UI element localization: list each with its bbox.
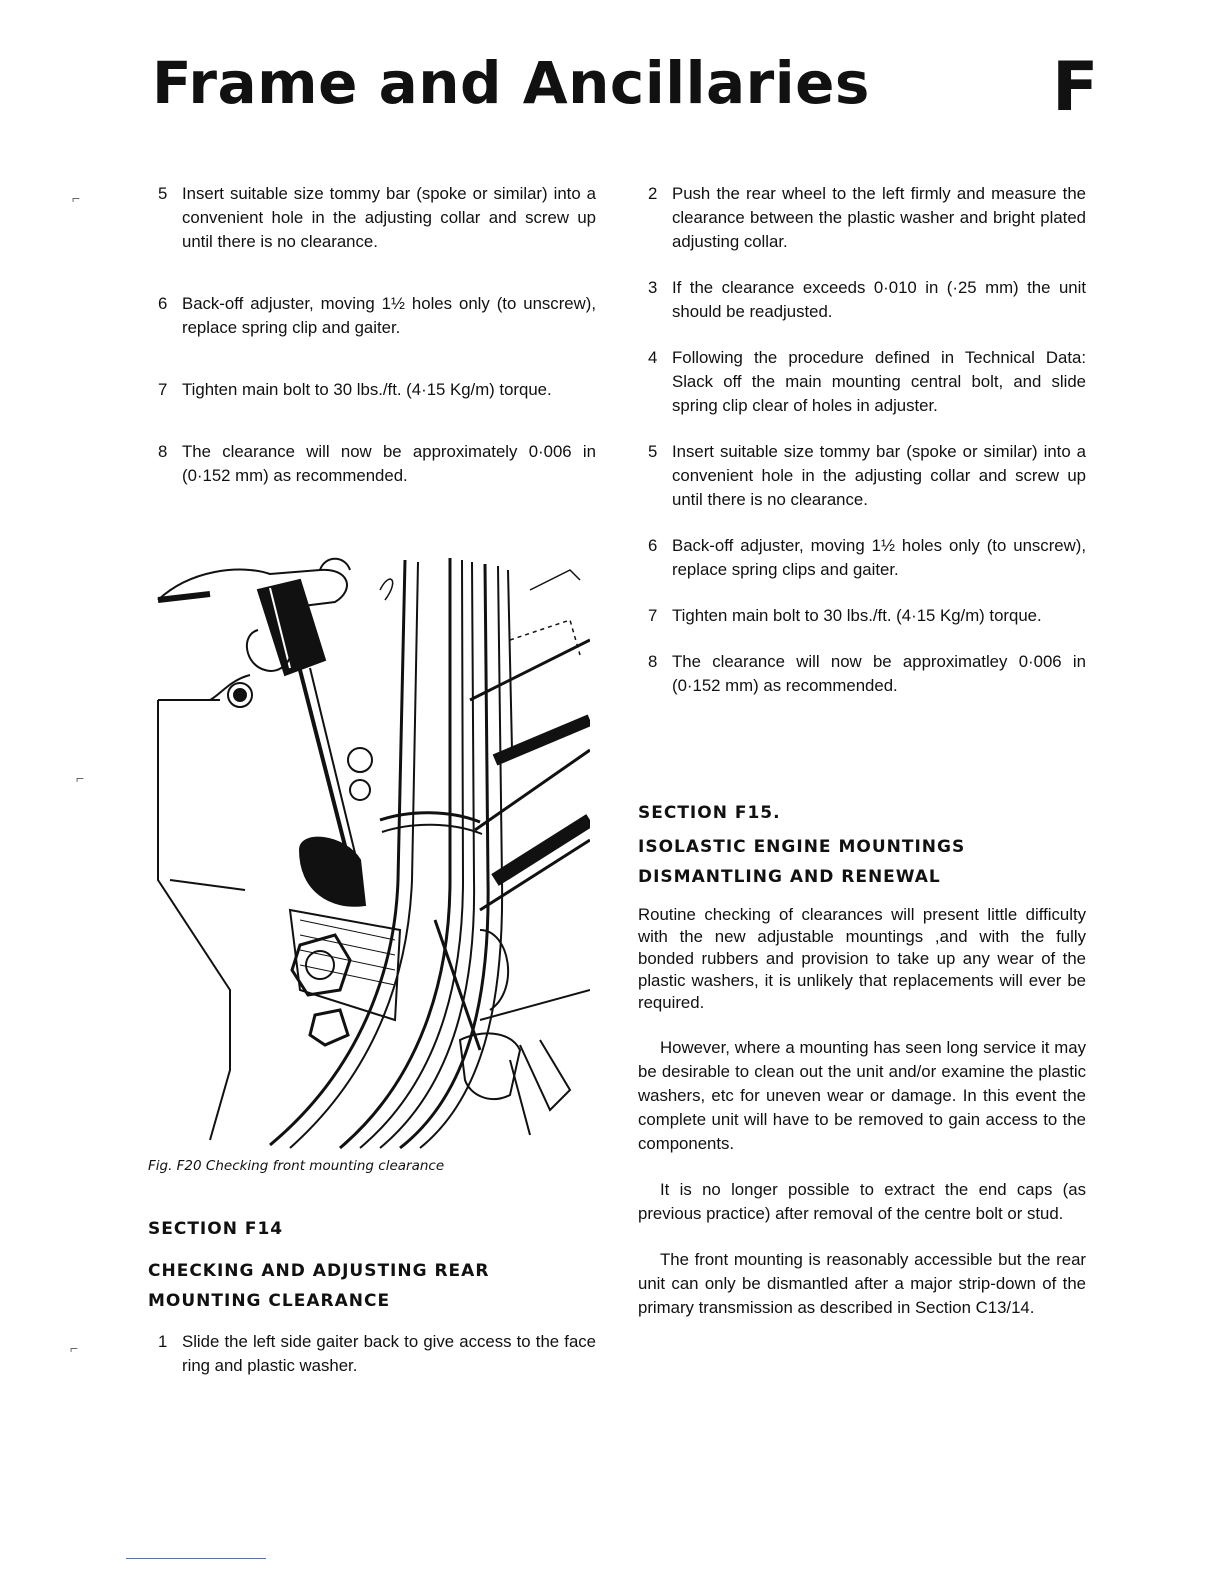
body-paragraph: Routine checking of clearances will present little difficulty with the new adjustable mountings ,and with the fully bonded rubbers and provision to take up any wear of the plastic washers, it is unlikely that replacements will ever be required. (638, 905, 1086, 1012)
step-number: 7 (158, 380, 168, 399)
step-number: 3 (648, 278, 658, 297)
step-text: Tighten main bolt to 30 lbs./ft. (4·15 Kg/m) torque. (672, 606, 1042, 625)
scan-mark: ⌐ (72, 190, 81, 206)
body-paragraph: The front mounting is reasonably accessible but the rear unit can only be dismantled after a major strip-down of the primary transmission as described in Section C13/14. (638, 1250, 1086, 1317)
body-paragraph: It is no longer possible to extract the end caps (as previous practice) after removal of the centre bolt or stud. (638, 1180, 1086, 1223)
figure-caption: Fig. F20 Checking front mounting clearance (148, 1158, 445, 1174)
step-text: Following the procedure defined in Technical Data: Slack off the main mounting central bolt, and slide spring clip clear of holes in adjuster. (672, 348, 1086, 415)
section-heading: ISOLASTIC ENGINE MOUNTINGS (638, 837, 966, 857)
step-item (638, 276, 1086, 324)
step-item (638, 440, 1086, 512)
step-number: 8 (648, 652, 658, 671)
step-item (148, 1330, 596, 1378)
step-number: 6 (648, 536, 658, 555)
section-f14 (148, 1214, 596, 1378)
section-heading: CHECKING AND ADJUSTING REAR (148, 1261, 490, 1281)
right-steps (638, 182, 1086, 698)
step-text: Back-off adjuster, moving 1½ holes only (to unscrew), replace spring clips and gaiter. (672, 536, 1086, 579)
step-item (638, 604, 1086, 628)
section-f15 (638, 798, 1086, 1320)
step-text: Back-off adjuster, moving 1½ holes only (to unscrew), replace spring clip and gaiter. (182, 294, 596, 337)
step-number: 8 (158, 442, 168, 461)
scan-mark: ⌐ (76, 770, 85, 786)
step-item (638, 182, 1086, 254)
step-number: 7 (648, 606, 658, 625)
step-number: 6 (158, 294, 168, 313)
step-item (638, 346, 1086, 418)
step-text: The clearance will now be approximately 0·006 in (0·152 mm) as recommended. (182, 442, 596, 485)
body-paragraph: However, where a mounting has seen long service it may be desirable to clean out the unit and/or examine the plastic washers, etc for uneven wear or damage. In this event the complete unit will have to be removed to gain access to the components. (638, 1038, 1086, 1153)
step-item (638, 650, 1086, 698)
step-text: Insert suitable size tommy bar (spoke or similar) into a convenient hole in the adjusting collar and screw up until there is no clearance. (182, 184, 596, 251)
step-number: 5 (158, 184, 168, 203)
step-item (148, 440, 596, 488)
step-text: Tighten main bolt to 30 lbs./ft. (4·15 Kg/m) torque. (182, 380, 552, 399)
step-item (148, 292, 596, 340)
step-number: 2 (648, 184, 658, 203)
step-number: 5 (648, 442, 658, 461)
step-text: Push the rear wheel to the left firmly and measure the clearance between the plastic washer and bright plated adjusting collar. (672, 184, 1086, 251)
scan-mark: ⌐ (70, 1340, 79, 1356)
section-heading: DISMANTLING AND RENEWAL (638, 867, 941, 887)
figure-front-mounting-illustration (150, 550, 590, 1150)
footer-rule (126, 1558, 266, 1559)
left-steps (148, 182, 596, 488)
step-number: 4 (648, 348, 658, 367)
section-heading: MOUNTING CLEARANCE (148, 1291, 391, 1311)
step-number: 1 (158, 1332, 168, 1351)
section-label: SECTION F14 (148, 1219, 284, 1239)
step-text: The clearance will now be approximatley 0·006 in (0·152 mm) as recommended. (672, 652, 1086, 695)
step-item (638, 534, 1086, 582)
step-item (148, 378, 596, 402)
page-title: Frame and Ancillaries (152, 49, 870, 117)
step-text: If the clearance exceeds 0·010 in (·25 mm) the unit should be readjusted. (672, 278, 1086, 321)
step-text: Slide the left side gaiter back to give access to the face ring and plastic washer. (182, 1332, 596, 1375)
step-item (148, 182, 596, 254)
step-text: Insert suitable size tommy bar (spoke or similar) into a convenient hole in the adjusting collar and screw up until there is no clearance. (672, 442, 1086, 509)
section-letter: F (1052, 48, 1099, 127)
section-label: SECTION F15. (638, 803, 781, 823)
